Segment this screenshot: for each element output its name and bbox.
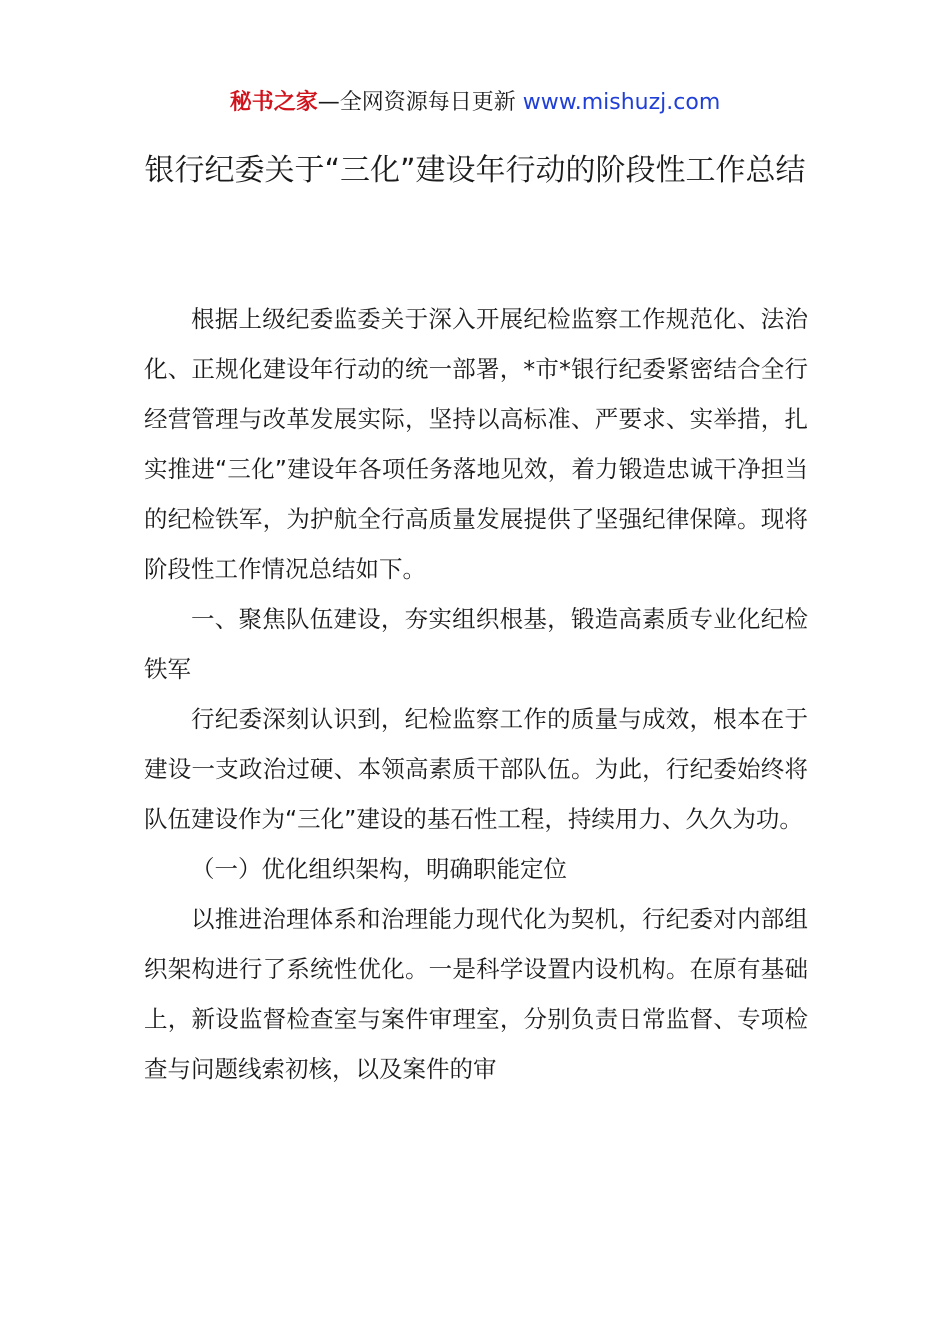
paragraph-intro: 根据上级纪委监委关于深入开展纪检监察工作规范化、法治化、正规化建设年行动的统一部署，*市*银行纪委紧密结合全行经营管理与改革发展实际，坚持以高标准、严要求、实举措，扎实推进“三化”建设年各项任务落地见效，着力锻造忠诚干净担当的纪检铁军，为护航全行高质量发展提供了坚强纪律保障。现将阶段性工作情况总结如下。 xyxy=(144,305,808,583)
document-title: 银行纪委关于“三化”建设年行动的阶段性工作总结 xyxy=(144,153,806,188)
site-url[interactable]: www.mishuzj.com xyxy=(522,90,721,115)
subsection-heading-1: （一）优化组织架构，明确职能定位 xyxy=(191,855,567,883)
paragraph-subsection-1: 以推进治理体系和治理能力现代化为契机，行纪委对内部组织架构进行了系统性优化。一是科学设置内设机构。在原有基础上，新设监督检查室与案件审理室，分别负责日常监督、专项检查与问题线索初核，以及案件的审 xyxy=(144,905,808,1083)
site-header xyxy=(0,88,950,118)
section-heading-1: 一、聚焦队伍建设，夯实组织根基，锻造高素质专业化纪检铁军 xyxy=(144,605,808,683)
paragraph-section-1: 行纪委深刻认识到，纪检监察工作的质量与成效，根本在于建设一支政治过硬、本领高素质干部队伍。为此，行纪委始终将队伍建设作为“三化”建设的基石性工程，持续用力、久久为功。 xyxy=(144,705,808,833)
site-brand: 秘书之家 xyxy=(229,90,318,115)
document-body xyxy=(144,294,808,1094)
site-tagline: —全网资源每日更新 xyxy=(317,90,523,115)
